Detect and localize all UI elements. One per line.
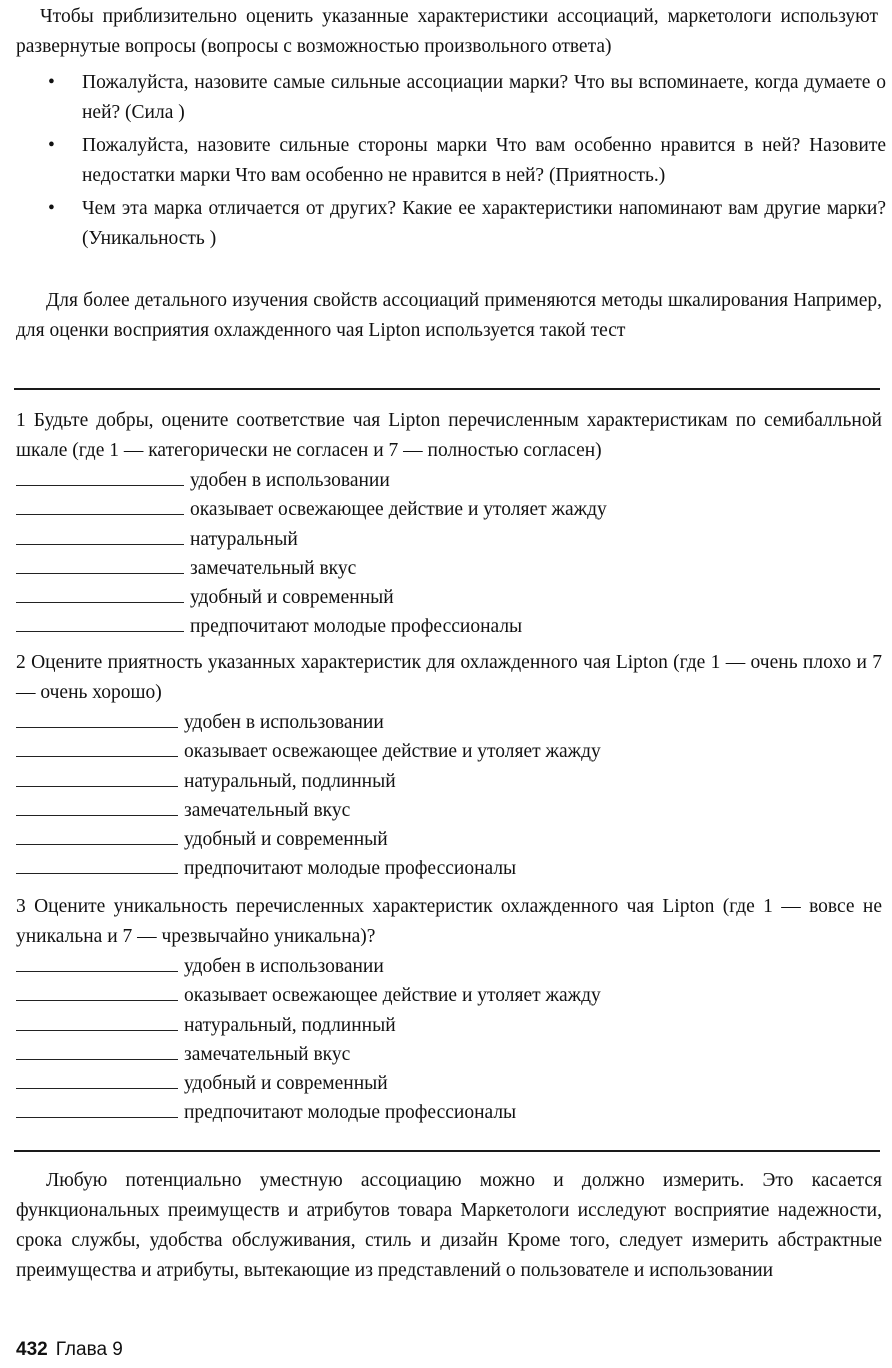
rating-blank[interactable] <box>16 756 178 757</box>
rating-item <box>16 612 882 641</box>
rating-item-label: удобный и современный <box>184 1073 388 1095</box>
bullet-item-strength <box>40 68 886 128</box>
rating-item-label: удобный и современный <box>190 587 394 609</box>
rating-blank[interactable] <box>16 971 178 972</box>
rating-item <box>16 1040 882 1069</box>
rating-item-label: предпочитают молодые профессионалы <box>190 616 523 638</box>
rating-item <box>16 952 882 981</box>
rating-blank[interactable] <box>16 815 178 816</box>
rating-item-label: оказывает освежающее действие и утоляет жажду <box>184 741 601 763</box>
rating-blank[interactable] <box>16 1000 178 1001</box>
rating-blank[interactable] <box>16 485 184 486</box>
rating-item <box>16 981 882 1010</box>
rating-item-label: предпочитают молодые профессионалы <box>184 858 517 880</box>
rating-item-label: предпочитают молодые профессионалы <box>184 1102 517 1124</box>
question-3-text: 3 Оцените уникальность перечисленных характеристик охлажденного чая Lipton (где 1 — вовсе не уникальна и 7 — чрезвычайно уникальна)? <box>16 896 882 947</box>
question-1-text: 1 Будьте добры, оцените соответствие чая Lipton перечисленным характеристикам по семибалльной шкале (где 1 — категорически не согласен и 7 — полностью согласен) <box>16 410 882 461</box>
rating-blank[interactable] <box>16 727 178 728</box>
rating-item <box>16 796 882 825</box>
top-divider <box>14 388 880 390</box>
page-number: 432 <box>16 1339 48 1360</box>
rating-blank[interactable] <box>16 573 184 574</box>
bullet-dot-icon: • <box>48 135 55 156</box>
rating-blank[interactable] <box>16 1059 178 1060</box>
rating-blank[interactable] <box>16 873 178 874</box>
rating-item <box>16 583 882 612</box>
rating-item-label: удобный и современный <box>184 829 388 851</box>
rating-blank[interactable] <box>16 1030 178 1031</box>
rating-blank[interactable] <box>16 786 178 787</box>
rating-blank[interactable] <box>16 631 184 632</box>
rating-item-label: натуральный <box>190 528 298 550</box>
question-3-items <box>16 952 882 1128</box>
rating-item <box>16 466 882 495</box>
rating-item-label: натуральный, подлинный <box>184 1014 396 1036</box>
rating-blank[interactable] <box>16 1117 178 1118</box>
intro-paragraph: Чтобы приблизительно оценить указанные характеристики ассоциаций, маркетологи используют развернутые вопросы (вопросы с возможностью произвольного ответа) <box>16 6 878 57</box>
rating-blank[interactable] <box>16 544 184 545</box>
rating-item <box>16 854 882 883</box>
bullet-text: Пожалуйста, назовите сильные стороны марки Что вам особенно нравится в ней? Назовите недостатки марки Что вам особенно не нравится в ней? (Приятность.) <box>82 135 886 186</box>
bullet-dot-icon: • <box>48 198 55 219</box>
rating-item <box>16 1098 882 1127</box>
open-questions-list <box>40 68 886 257</box>
rating-item <box>16 825 882 854</box>
bullet-dot-icon: • <box>48 72 55 93</box>
bullet-item-uniqueness <box>40 194 886 254</box>
rating-item-label: оказывает освежающее действие и утоляет жажду <box>184 985 601 1007</box>
rating-item <box>16 525 882 554</box>
question-2-text: 2 Оцените приятность указанных характеристик для охлажденного чая Lipton (где 1 — очень плохо и 7 — очень хорошо) <box>16 652 882 703</box>
rating-item-label: натуральный, подлинный <box>184 770 396 792</box>
chapter-label: Глава 9 <box>55 1339 123 1360</box>
bullet-text: Пожалуйста, назовите самые сильные ассоциации марки? Что вы вспоминаете, когда думаете о ней? (Сила ) <box>82 72 886 123</box>
rating-item-label: удобен в использовании <box>184 712 384 733</box>
rating-item-label: замечательный вкус <box>184 799 351 821</box>
rating-blank[interactable] <box>16 1088 178 1089</box>
scaling-paragraph: Для более детального изучения свойств ассоциаций применяются методы шкалирования Например, для оценки восприятия охлажденного чая Lipton используется такой тест <box>16 290 882 341</box>
bullet-text: Чем эта марка отличается от других? Какие ее характеристики напоминают вам другие марки? (Уникальность ) <box>82 198 886 249</box>
rating-blank[interactable] <box>16 602 184 603</box>
final-paragraph: Любую потенциально уместную ассоциацию можно и должно измерить. Это касается функциональных преимуществ и атрибутов товара Маркетологи исследуют восприятие надежности, срока службы, удобства обслуживания, стиль и дизайн Кроме того, следует измерить абстрактные преимущества и атрибуты, вытекающие из представлений о пользователе и использовании <box>16 1170 882 1281</box>
rating-blank[interactable] <box>16 844 178 845</box>
rating-item <box>16 1011 882 1040</box>
rating-item <box>16 495 882 524</box>
question-2-items <box>16 708 882 884</box>
rating-item-label: замечательный вкус <box>184 1043 351 1065</box>
rating-item <box>16 737 882 766</box>
question-1-items <box>16 466 882 642</box>
rating-item <box>16 767 882 796</box>
rating-item-label: замечательный вкус <box>190 557 357 579</box>
bullet-item-pleasantness <box>40 131 886 191</box>
rating-item <box>16 1069 882 1098</box>
page-footer <box>16 1338 123 1362</box>
rating-item-label: оказывает освежающее действие и утоляет жажду <box>190 499 607 521</box>
rating-item <box>16 554 882 583</box>
rating-blank[interactable] <box>16 514 184 515</box>
rating-item <box>16 708 882 737</box>
rating-item-label: удобен в использовании <box>190 470 390 491</box>
bottom-divider <box>14 1150 880 1152</box>
rating-item-label: удобен в использовании <box>184 956 384 977</box>
